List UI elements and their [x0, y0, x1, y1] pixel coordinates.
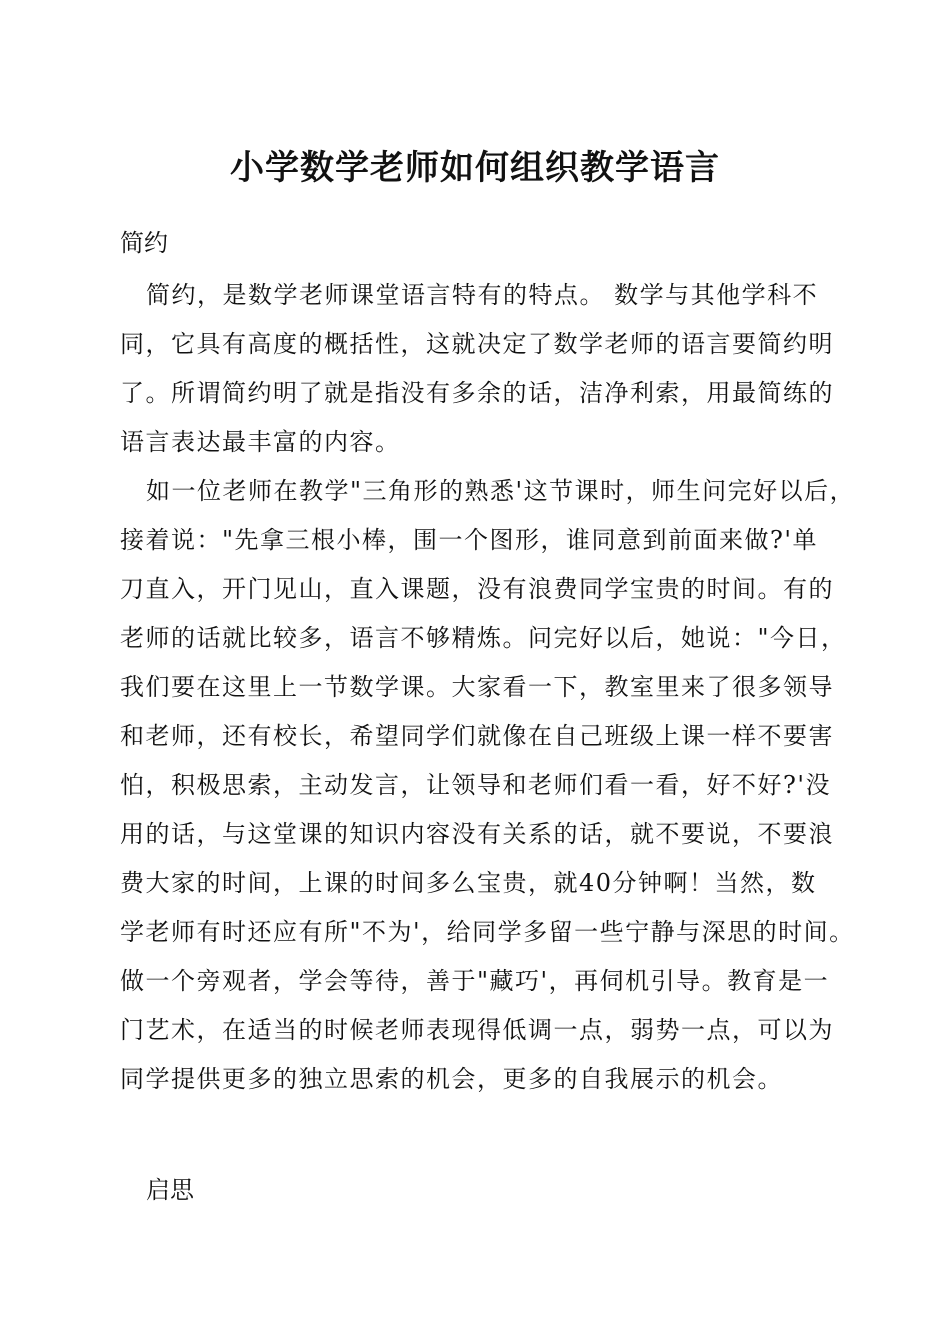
paragraph-line: 同学提供更多的独立思索的机会，更多的自我展示的机会。	[120, 1065, 783, 1093]
paragraph-line: 简约，是数学老师课堂语言特有的特点。 数学与其他学科不	[146, 281, 819, 309]
paragraph-line: 接着说："先拿三根小棒，围一个图形，谁同意到前面来做?'单	[120, 526, 819, 554]
section-heading-simplicity: 简约	[120, 229, 168, 257]
paragraph-line: 用的话，与这堂课的知识内容没有关系的话，就不要说，不要浪	[120, 820, 834, 848]
paragraph-simplicity-intro	[120, 278, 850, 474]
paragraph-line: 和老师，还有校长，希望同学们就像在自己班级上课一样不要害	[120, 722, 834, 750]
paragraph-line: 了。所谓简约明了就是指没有多余的话，洁净利索，用最简练的	[120, 379, 834, 407]
paragraph-line: 怕，积极思索，主动发言，让领导和老师们看一看，好不好?'没	[120, 771, 831, 799]
paragraph-line: 门艺术，在适当的时候老师表现得低调一点，弱势一点，可以为	[120, 1016, 834, 1044]
paragraph-line: 学老师有时还应有所"不为'，给同学多留一些宁静与深思的时间。	[120, 918, 855, 946]
paragraph-line: 我们要在这里上一节数学课。大家看一下，教室里来了很多领导	[120, 673, 834, 701]
paragraph-line: 同，它具有高度的概括性，这就决定了数学老师的语言要简约明	[120, 330, 834, 358]
paragraph-line: 如一位老师在教学"三角形的熟悉'这节课时，师生问完好以后，	[146, 477, 856, 505]
paragraph-teacher-example	[120, 474, 856, 1111]
section-heading-inspiration: 启思	[146, 1176, 194, 1204]
paragraph-line: 做一个旁观者，学会等待，善于"藏巧'，再伺机引导。教育是一	[120, 967, 830, 995]
document-title: 小学数学老师如何组织教学语言	[230, 148, 720, 188]
paragraph-line: 老师的话就比较多，语言不够精炼。问完好以后，她说："今日，	[120, 624, 847, 652]
paragraph-line: 语言表达最丰富的内容。	[120, 428, 401, 456]
paragraph-line: 费大家的时间，上课的时间多么宝贵，就40分钟啊！当然，数	[120, 869, 817, 897]
paragraph-line: 刀直入，开门见山，直入课题，没有浪费同学宝贵的时间。有的	[120, 575, 834, 603]
